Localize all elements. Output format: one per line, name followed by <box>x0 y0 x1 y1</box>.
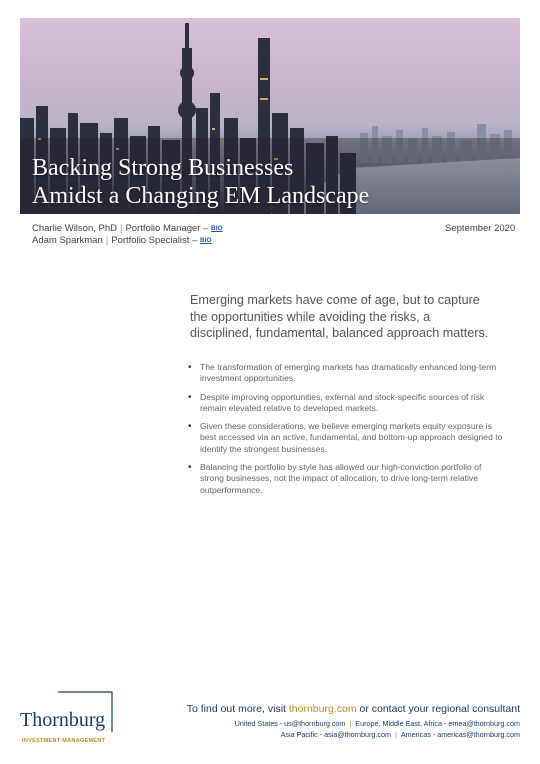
bullet-text: Despite improving opportunities, external and stock-specific sources of risk remain elevated relative to developed markets. <box>200 391 485 413</box>
list-item <box>188 462 503 496</box>
contact-heading-text: To find out more, visit <box>186 703 289 715</box>
logo-tagline: INVESTMENT MANAGEMENT <box>22 738 106 744</box>
author-role: Portfolio Specialist – <box>111 235 198 246</box>
americas-contact-link[interactable]: Americas - americas@thornburg.com <box>400 730 520 739</box>
contact-heading-text: or contact your regional consultant <box>356 703 520 715</box>
bullet-icon: • <box>188 462 192 474</box>
author-row <box>32 223 223 235</box>
list-item <box>188 421 503 455</box>
author-row <box>32 235 223 247</box>
author-role: Portfolio Manager – <box>125 223 209 234</box>
key-points-list <box>188 362 503 503</box>
list-item <box>188 392 503 415</box>
lead-paragraph: Emerging markets have come of age, but to capture the opportunities while avoiding the risks, a disciplined, fundamental, balanced approach matters. <box>190 293 489 340</box>
divider: | <box>394 730 397 739</box>
author-name: Charlie Wilson, PhD <box>32 223 117 234</box>
thornburg-logo <box>20 690 120 748</box>
contact-row <box>187 729 520 740</box>
author-name: Adam Sparkman <box>32 235 103 246</box>
divider: | <box>105 235 109 246</box>
bio-link[interactable]: BIO <box>211 225 223 232</box>
bullet-text: The transformation of emerging markets has dramatically enhanced long-term investment opportunities. <box>200 362 497 384</box>
bio-link[interactable]: BIO <box>199 237 212 244</box>
contact-block <box>187 703 520 740</box>
divider: | <box>349 719 352 728</box>
publication-date: September 2020 <box>445 223 516 234</box>
page-title <box>32 154 369 210</box>
bullet-icon: • <box>188 362 192 373</box>
author-list <box>32 223 223 247</box>
hero-image <box>20 18 520 214</box>
title-line-1: Backing Strong Businesses <box>32 155 294 181</box>
bullet-text: Given these considerations, we believe emerging markets equity exposure is best accessed via an active, fundamental, and bottom-up approach designed to identify the strongest businesses. <box>200 421 503 454</box>
emea-contact-link[interactable]: Europe, Middle East, Africa - emea@thornburg.com <box>355 719 520 728</box>
apac-contact-link[interactable]: Asia Pacific - asia@thornburg.com <box>280 730 391 739</box>
title-line-2: Amidst a Changing EM Landscape <box>32 183 370 209</box>
bullet-icon: • <box>188 421 192 433</box>
contact-heading <box>187 703 520 715</box>
website-link[interactable]: thornburg.com <box>288 703 357 715</box>
list-item <box>188 362 503 385</box>
logo-name: Thornburg <box>20 709 106 731</box>
bullet-icon: • <box>188 391 192 403</box>
us-contact-link[interactable]: United States - us@thornburg.com <box>234 719 346 728</box>
bullet-text: Balancing the portfolio by style has allowed our high-conviction portfolio of strong businesses, not the impact of allocation, to drive long-term relative outperformance. <box>200 462 482 495</box>
divider: | <box>120 223 123 234</box>
contact-row <box>187 718 520 729</box>
